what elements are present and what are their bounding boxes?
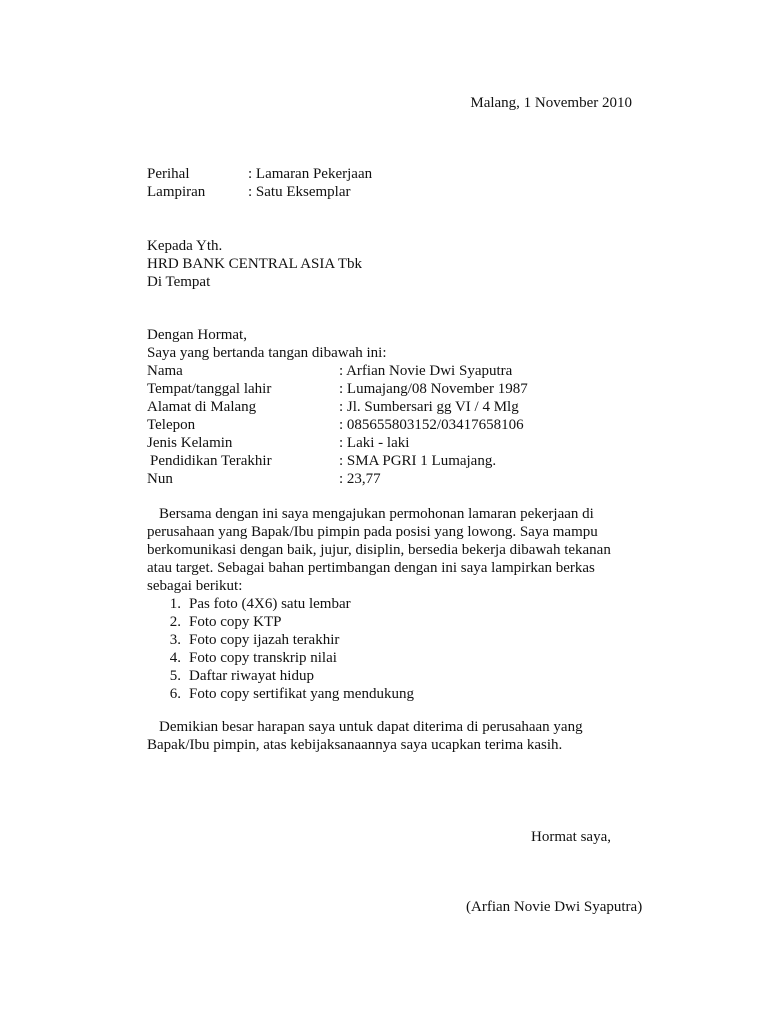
body-line: Bersama dengan ini saya mengajukan permohonan lamaran pekerjaan di <box>159 506 594 522</box>
list-item <box>147 631 667 649</box>
info-value: : 23,77 <box>339 471 381 487</box>
list-item-text: Foto copy KTP <box>189 614 282 630</box>
list-item-number: 3. <box>169 632 181 648</box>
signature-name: (Arfian Novie Dwi Syaputra) <box>466 899 643 915</box>
info-value: : Jl. Sumbersari gg VI / 4 Mlg <box>339 399 519 415</box>
list-item-text: Foto copy ijazah terakhir <box>189 632 340 648</box>
list-item-number: 6. <box>169 686 181 702</box>
list-item-text: Daftar riwayat hidup <box>189 668 314 684</box>
list-item <box>147 649 667 667</box>
info-label: Jenis Kelamin <box>147 435 233 451</box>
closing-line: Bapak/Ibu pimpin, atas kebijaksanaannya saya ucapkan terima kasih. <box>147 737 563 753</box>
info-value: : SMA PGRI 1 Lumajang. <box>339 453 497 469</box>
subject-row-lampiran <box>147 183 667 201</box>
letter-date: Malang, 1 November 2010 <box>470 95 632 111</box>
applicant-info-block <box>147 326 667 488</box>
lampiran-label: Lampiran <box>147 184 206 200</box>
list-item <box>147 595 667 613</box>
info-label: Telepon <box>147 417 196 433</box>
attachment-list <box>147 595 667 703</box>
closing-line: Demikian besar harapan saya untuk dapat diterima di perusahaan yang <box>159 719 583 735</box>
list-item-number: 1. <box>169 596 181 612</box>
body-line: sebagai berikut: <box>147 578 243 594</box>
subject-block <box>147 165 667 201</box>
info-label: Nama <box>147 363 183 379</box>
recipient-line-1: Kepada Yth. <box>147 238 223 254</box>
list-item-number: 5. <box>169 668 181 684</box>
info-label: Pendidikan Terakhir <box>150 453 272 469</box>
info-row-score <box>147 470 667 488</box>
info-row-education <box>147 452 667 470</box>
lampiran-value: : Satu Eksemplar <box>248 184 351 200</box>
list-item-text: Foto copy sertifikat yang mendukung <box>189 686 414 702</box>
subject-row-perihal <box>147 165 667 183</box>
info-label: Tempat/tanggal lahir <box>147 381 272 397</box>
info-value: : Lumajang/08 November 1987 <box>339 381 528 397</box>
info-row-gender <box>147 434 667 452</box>
recipient-line-3: Di Tempat <box>147 274 211 290</box>
list-item-text: Foto copy transkrip nilai <box>189 650 337 666</box>
body-line: perusahaan yang Bapak/Ibu pimpin pada posisi yang lowong. Saya mampu <box>147 524 598 540</box>
info-row-name <box>147 362 667 380</box>
info-row-address <box>147 398 667 416</box>
info-value: : Laki - laki <box>339 435 410 451</box>
info-value: : Arfian Novie Dwi Syaputra <box>339 363 513 379</box>
perihal-label: Perihal <box>147 166 190 182</box>
body-line: atau target. Sebagai bahan pertimbangan dengan ini saya lampirkan berkas <box>147 560 595 576</box>
info-row-phone <box>147 416 667 434</box>
recipient-block <box>147 237 667 291</box>
list-item <box>147 685 667 703</box>
list-item <box>147 613 667 631</box>
intro-line: Saya yang bertanda tangan dibawah ini: <box>147 345 387 361</box>
list-item-number: 2. <box>169 614 181 630</box>
list-item <box>147 667 667 685</box>
list-item-text: Pas foto (4X6) satu lembar <box>189 596 351 612</box>
greeting: Dengan Hormat, <box>147 327 247 343</box>
closing-paragraph <box>147 718 667 754</box>
recipient-line-2: HRD BANK CENTRAL ASIA Tbk <box>147 256 363 272</box>
body-paragraph <box>147 505 667 703</box>
sign-off: Hormat saya, <box>531 829 611 845</box>
info-label: Alamat di Malang <box>147 399 257 415</box>
body-line: berkomunikasi dengan baik, jujur, disiplin, bersedia bekerja dibawah tekanan <box>147 542 611 558</box>
perihal-value: : Lamaran Pekerjaan <box>248 166 373 182</box>
list-item-number: 4. <box>169 650 181 666</box>
info-value: : 085655803152/03417658106 <box>339 417 524 433</box>
info-label: Nun <box>147 471 173 487</box>
info-row-birth <box>147 380 667 398</box>
